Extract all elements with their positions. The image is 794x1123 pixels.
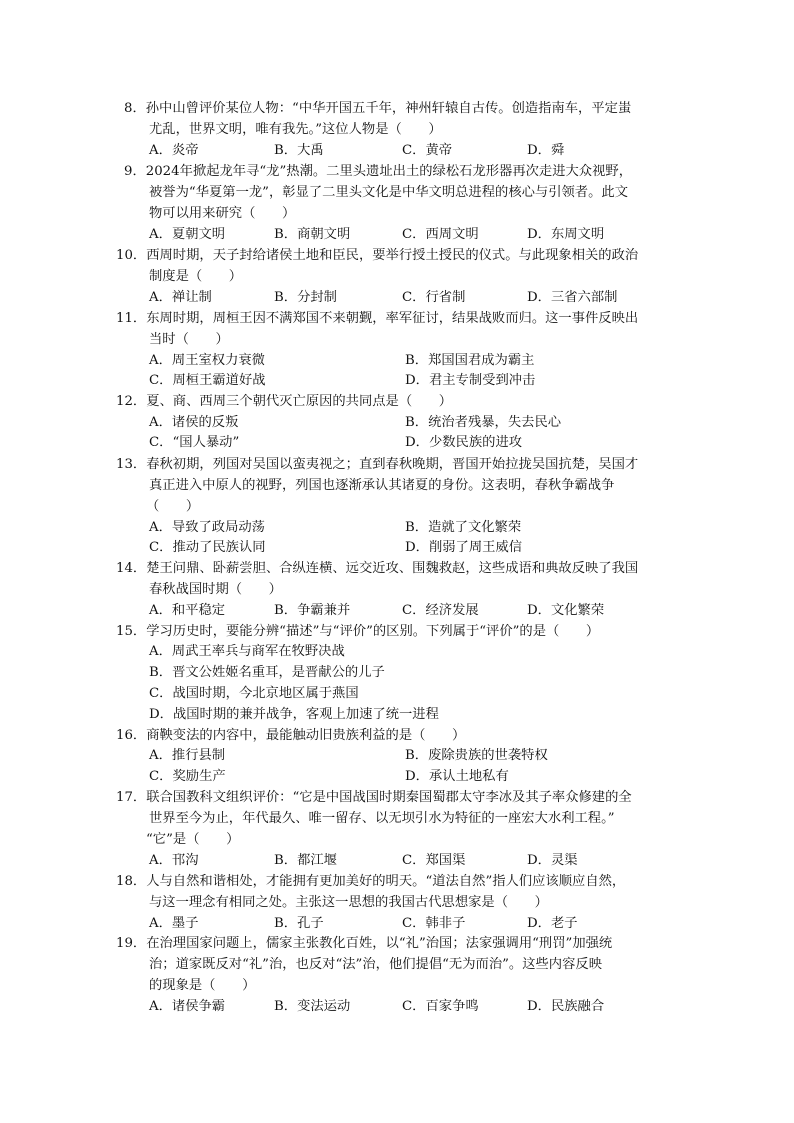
answer-option[interactable]: A．周王室权力衰微: [149, 353, 265, 368]
question-text-line: “它”是（ ）: [146, 832, 240, 847]
answer-option[interactable]: D．削弱了周王威信: [405, 540, 523, 555]
question-text-line: 被誉为“华夏第一龙”，彰显了二里头文化是中华文明总进程的核心与引领者。此文: [149, 185, 628, 200]
question-stem: [116, 788, 632, 808]
question-stem: [116, 726, 465, 746]
question-number: 12．: [116, 394, 147, 409]
question-text: 人与自然和谐相处，才能拥有更加美好的明天。“道法自然”指人们应该顺应自然，: [146, 874, 626, 889]
question-number: 16．: [116, 728, 147, 743]
answer-option[interactable]: B．造就了文化繁荣: [405, 520, 522, 535]
question-text-line: 制度是（ ）: [149, 269, 243, 284]
question-number: 18．: [116, 874, 147, 889]
answer-option[interactable]: B．大禹: [274, 143, 324, 158]
question-text-line: 治；道家既反对“礼”治，也反对“法”治，他们提倡“无为而治”。这些内容反映: [149, 957, 602, 972]
answer-option[interactable]: C．韩非子: [402, 916, 466, 931]
question-text-line: 物可以用来研究（ ）: [149, 206, 296, 221]
question-number: 17．: [116, 790, 147, 805]
answer-option[interactable]: A．邗沟: [149, 853, 199, 868]
answer-option[interactable]: D．三省六部制: [527, 290, 618, 305]
question-number: 19．: [116, 936, 147, 951]
answer-option[interactable]: B．郑国国君成为霸主: [405, 353, 535, 368]
question-stem: [124, 162, 632, 182]
answer-option[interactable]: A．周武王率兵与商军在牧野决战: [149, 644, 345, 659]
answer-option[interactable]: D．老子: [527, 916, 578, 931]
question-text-line: 世界至今为止，年代最久、唯一留存、以无坝引水为特征的一座宏大水利工程。”: [149, 811, 615, 826]
question-number: 11．: [116, 311, 147, 326]
question-stem: [116, 559, 638, 579]
question-stem: [116, 455, 638, 475]
answer-option[interactable]: C．战国时期，今北京地区属于燕国: [149, 686, 359, 701]
question-text: 商鞅变法的内容中，最能触动旧贵族利益的是（ ）: [146, 728, 466, 743]
answer-option[interactable]: C．百家争鸣: [402, 999, 479, 1014]
answer-option[interactable]: D．舜: [527, 143, 565, 158]
question-stem: [116, 622, 599, 642]
question-text-line: 真正进入中原人的视野，列国也逐渐承认其诸夏的身份。这表明，春秋争霸战争: [149, 478, 615, 493]
question-text: 春秋初期，列国对吴国以蛮夷视之；直到春秋晚期，晋国开始拉拢吴国抗楚，吴国才: [146, 457, 639, 472]
question-text-line: 春秋战国时期（ ）: [149, 582, 282, 597]
answer-option[interactable]: C．奖励生产: [149, 769, 226, 784]
question-stem: [116, 309, 638, 329]
question-stem: [116, 934, 612, 954]
answer-option[interactable]: B．分封制: [274, 290, 337, 305]
question-text: 联合国教科文组织评价：“它是中国战国时期秦国蜀郡太守李冰及其子率众修建的全: [146, 790, 632, 805]
question-stem: [124, 99, 631, 119]
answer-option[interactable]: A．推行县制: [149, 748, 226, 763]
answer-option[interactable]: A．禅让制: [149, 290, 212, 305]
answer-option[interactable]: A．诸侯的反叛: [149, 415, 239, 430]
question-text: 学习历史时，要能分辨“描述”与“评价”的区别。下列属于“评价”的是（ ）: [146, 624, 600, 639]
answer-option[interactable]: B．统治者残暴，失去民心: [405, 415, 562, 430]
answer-option[interactable]: A．墨子: [149, 916, 199, 931]
answer-option[interactable]: A．诸侯争霸: [149, 999, 226, 1014]
answer-option[interactable]: B．废除贵族的世袭特权: [405, 748, 548, 763]
question-text: 夏、商、西周三个朝代灭亡原因的共同点是（ ）: [146, 394, 453, 409]
answer-option[interactable]: C．推动了民族认同: [149, 540, 266, 555]
question-number: 13．: [116, 457, 147, 472]
answer-option[interactable]: D．战国时期的兼并战争，客观上加速了统一进程: [149, 707, 439, 722]
answer-option[interactable]: A．夏朝文明: [149, 227, 226, 242]
answer-option[interactable]: B．都江堰: [274, 853, 337, 868]
question-text-line: 尤乱，世界文明，唯有我先。”这位人物是（ ）: [149, 122, 442, 137]
question-text: 2024年掀起龙年寻“龙”热潮。二里头遗址出土的绿松石龙形器再次走进大众视野，: [145, 164, 632, 179]
question-number: 14．: [116, 561, 147, 576]
answer-option[interactable]: C．“国人暴动”: [149, 435, 240, 450]
question-text-line: 的现象是（ ）: [149, 978, 256, 993]
answer-option[interactable]: D．文化繁荣: [527, 603, 605, 618]
question-text-line: 与这一理念有相同之处。主张这一思想的我国古代思想家是（ ）: [149, 895, 548, 910]
answer-option[interactable]: C．经济发展: [402, 603, 479, 618]
question-number: 10．: [116, 248, 147, 263]
answer-option[interactable]: A．导致了政局动荡: [149, 520, 265, 535]
answer-option[interactable]: D．东周文明: [527, 227, 605, 242]
answer-option[interactable]: B．变法运动: [274, 999, 351, 1014]
question-number: 15．: [116, 624, 147, 639]
answer-option[interactable]: C．西周文明: [402, 227, 479, 242]
question-text: 西周时期，天子封给诸侯土地和臣民，要举行授土授民的仪式。与此现象相关的政治: [146, 248, 639, 263]
answer-option[interactable]: C．行省制: [402, 290, 466, 305]
answer-option[interactable]: C．周桓王霸道好战: [149, 373, 266, 388]
answer-option[interactable]: B．争霸兼并: [274, 603, 351, 618]
answer-option[interactable]: B．孔子: [274, 916, 324, 931]
question-text: 东周时期，周桓王因不满郑国不来朝觐，率军征讨，结果战败而归。这一事件反映出: [146, 311, 639, 326]
question-number: 9．: [124, 164, 146, 179]
question-number: 8．: [124, 101, 146, 116]
answer-option[interactable]: C．郑国渠: [402, 853, 466, 868]
question-text: 孙中山曾评价某位人物：“中华开国五千年，神州轩辕自古传。创造指南车，平定蚩: [145, 101, 632, 116]
answer-option[interactable]: D．少数民族的进攻: [405, 435, 523, 450]
question-text-line: （ ）: [146, 499, 200, 514]
answer-option[interactable]: C．黄帝: [402, 143, 453, 158]
answer-option[interactable]: B．商朝文明: [274, 227, 351, 242]
answer-option[interactable]: D．灵渠: [527, 853, 578, 868]
question-text: 楚王问鼎、卧薪尝胆、合纵连横、远交近攻、围魏救赵，这些成语和典故反映了我国: [146, 561, 639, 576]
question-stem: [116, 246, 638, 266]
question-stem: [116, 872, 625, 892]
answer-option[interactable]: A．炎帝: [149, 143, 199, 158]
answer-option[interactable]: D．承认土地私有: [405, 769, 509, 784]
answer-option[interactable]: D．民族融合: [527, 999, 605, 1014]
answer-option[interactable]: D．君主专制受到冲击: [405, 373, 536, 388]
answer-option[interactable]: B．晋文公姓姬名重耳，是晋献公的儿子: [149, 665, 385, 680]
question-text: 在治理国家问题上，儒家主张教化百姓，以“礼”治国；法家强调用“刑罚”加强统: [146, 936, 613, 951]
answer-option[interactable]: A．和平稳定: [149, 603, 226, 618]
question-stem: [116, 392, 452, 412]
question-text-line: 当时（ ）: [149, 332, 229, 347]
